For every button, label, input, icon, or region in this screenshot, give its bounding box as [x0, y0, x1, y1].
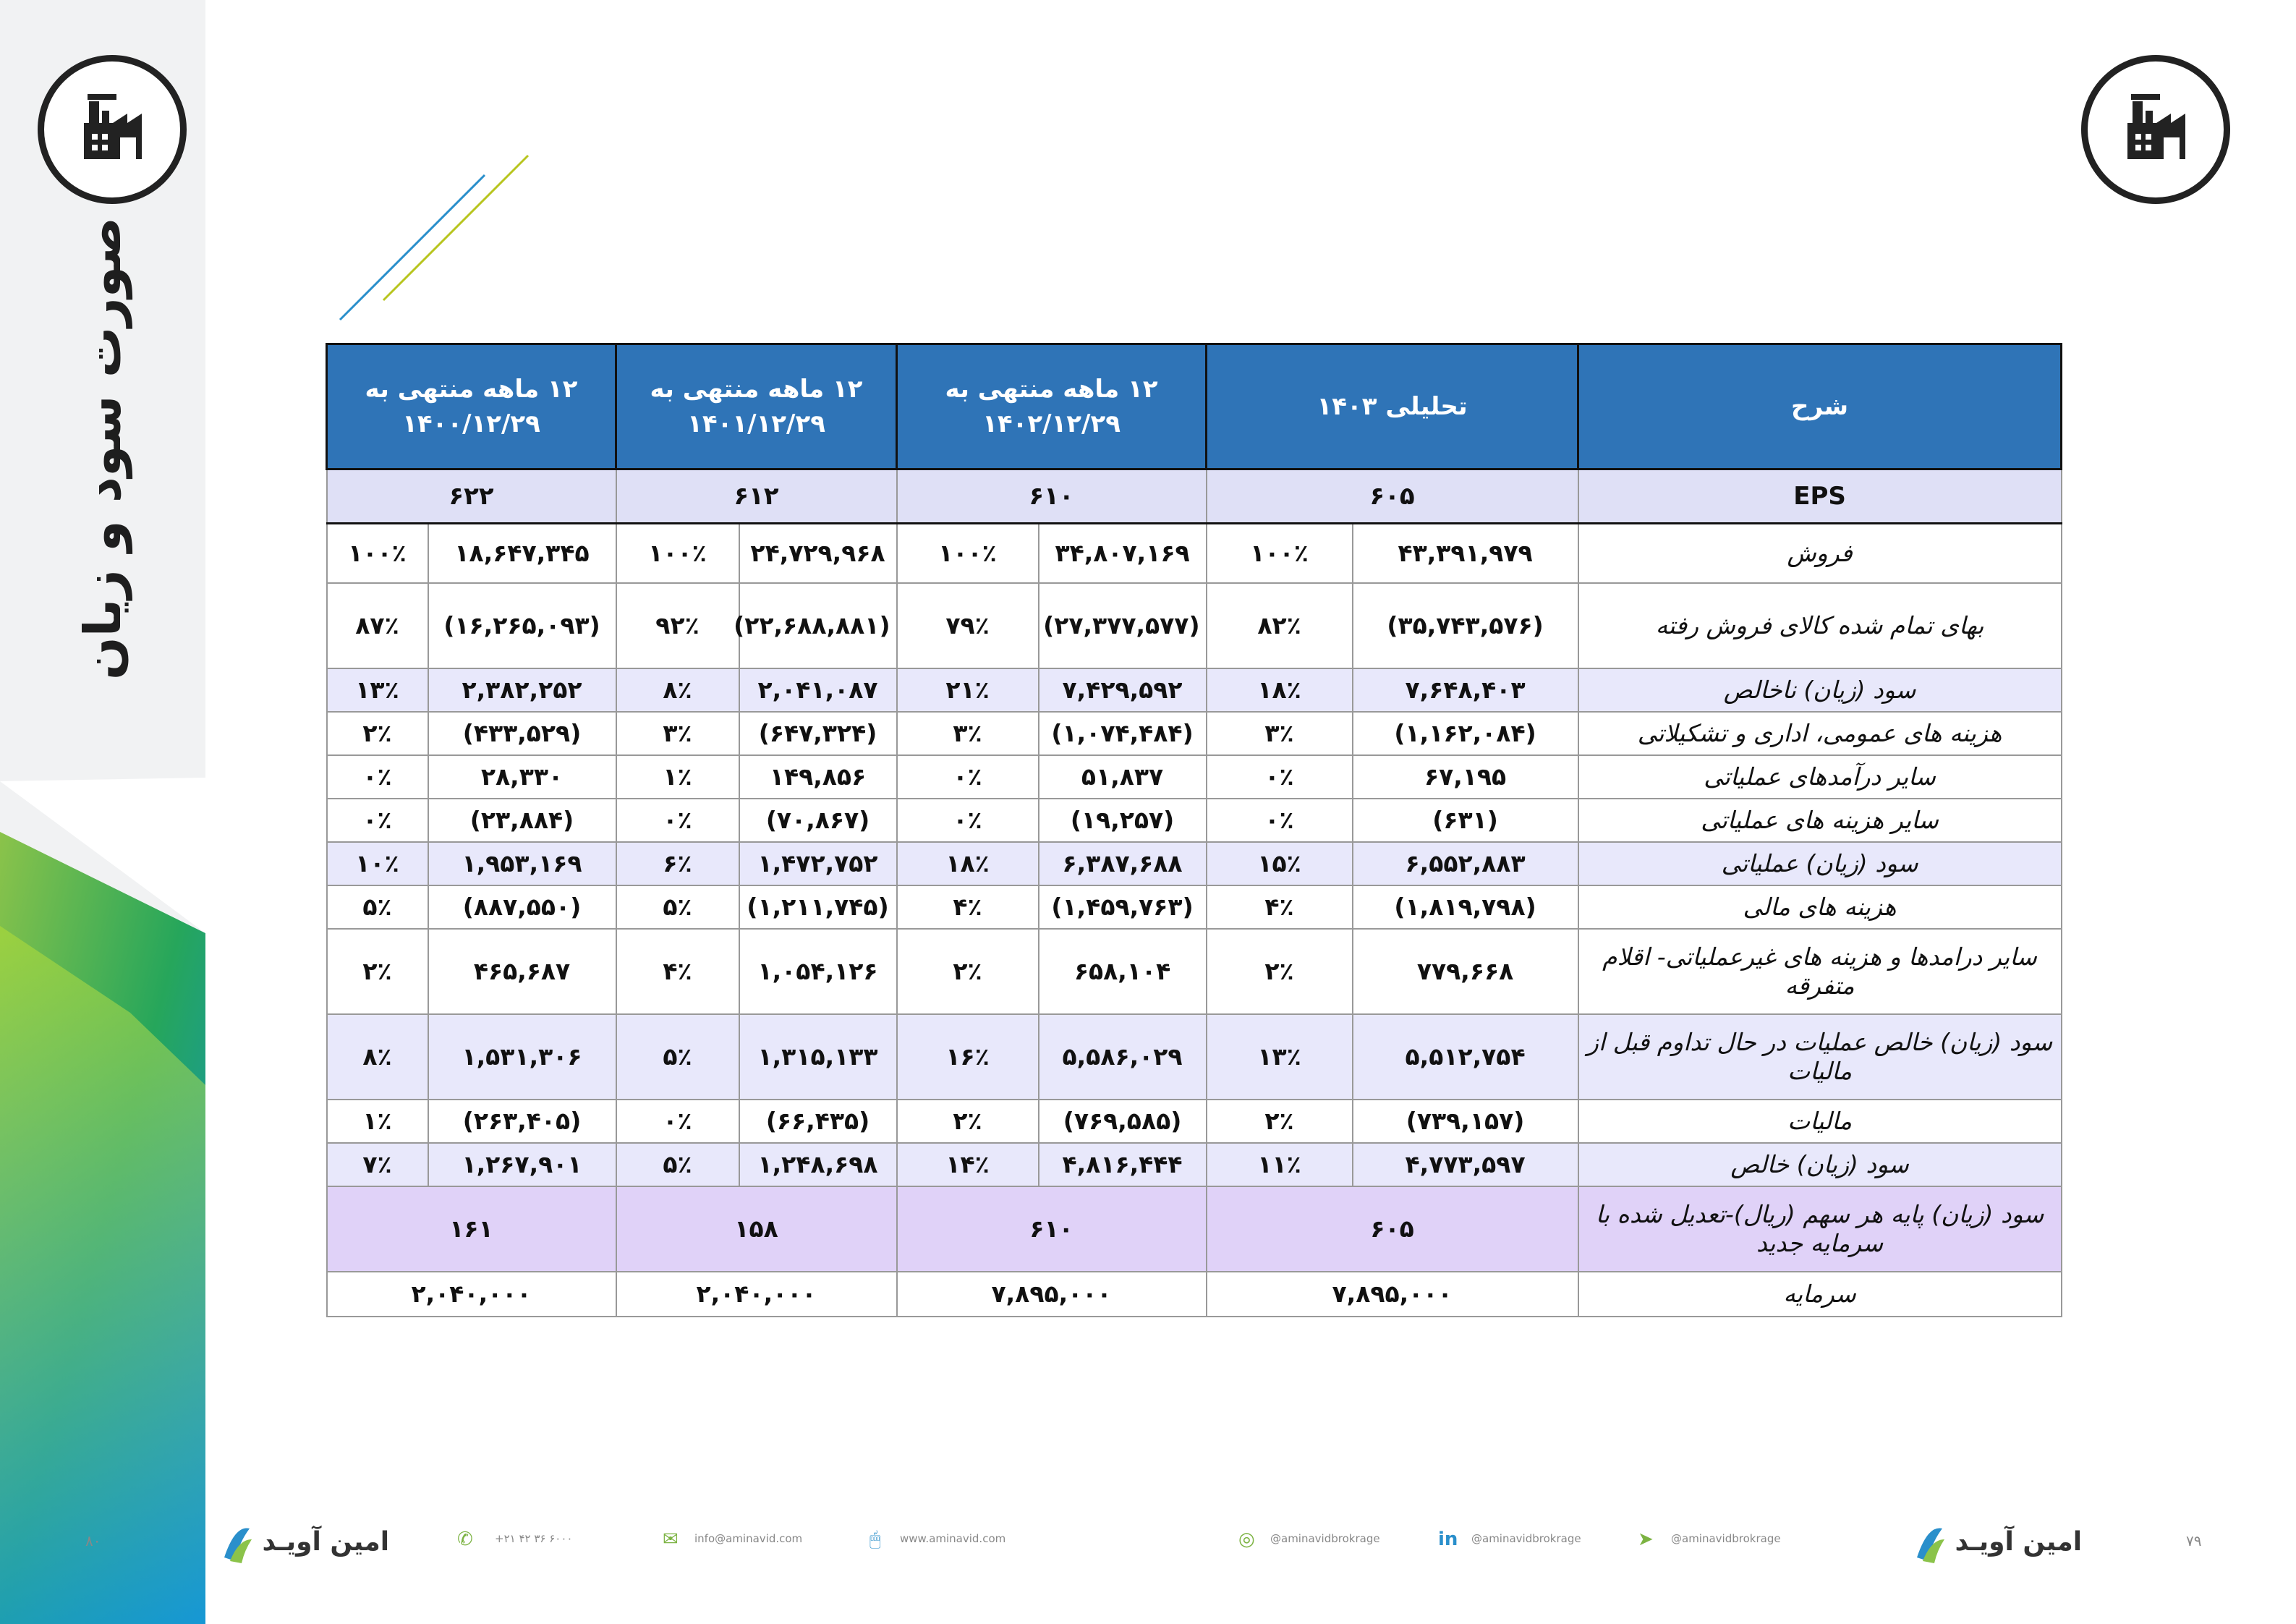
percent-cell: ۴٪ — [897, 885, 1039, 929]
table-row — [327, 1143, 2062, 1186]
footer-phone[interactable]: +۲۱ ۴۲ ۳۶ ۶۰۰۰ — [495, 1532, 573, 1545]
table-row — [327, 712, 2062, 755]
table-row — [327, 1100, 2062, 1143]
percent-cell: ۰٪ — [897, 799, 1039, 842]
value-cell: ۲۸,۳۳۰ — [428, 755, 616, 799]
percent-cell: ۸۲٪ — [1207, 583, 1353, 668]
row-label: سایر درآمدهای عملیاتی — [1578, 755, 2062, 799]
value-cell: ۷,۴۲۹,۵۹۲ — [1039, 668, 1207, 712]
table-row — [327, 583, 2062, 668]
percent-cell: ۸٪ — [616, 668, 739, 712]
negative-value-cell: (۱,۸۱۹,۷۹۸) — [1353, 885, 1578, 929]
factory-icon — [2088, 61, 2224, 197]
row-label: بهای تمام شده کالای فروش رفته — [1578, 583, 2062, 668]
negative-value-cell: (۱,۰۷۴,۴۸۴) — [1039, 712, 1207, 755]
value-cell: ۷۷۹,۶۶۸ — [1353, 929, 1578, 1014]
decorative-lines — [329, 152, 546, 333]
row-label: سایر درامدها و هزینه های غیرعملیاتی- اقلام متفرقه — [1578, 929, 2062, 1014]
eps-value: ۶۰۵ — [1207, 469, 1578, 524]
eps-value: ۶۱۰ — [897, 469, 1207, 524]
percent-cell: ۲۱٪ — [897, 668, 1039, 712]
eps-label: EPS — [1578, 469, 2062, 524]
capital-label: سرمایه — [1578, 1272, 2062, 1317]
percent-cell: ۱٪ — [327, 1100, 428, 1143]
percent-cell: ۱۶٪ — [897, 1014, 1039, 1100]
percent-cell: ۰٪ — [327, 755, 428, 799]
negative-value-cell: (۳۵,۷۴۳,۵۷۶) — [1353, 583, 1578, 668]
percent-cell: ۷٪ — [327, 1143, 428, 1186]
percent-cell: ۱۰٪ — [327, 842, 428, 885]
percent-cell: ۰٪ — [616, 1100, 739, 1143]
percent-cell: ۱۸٪ — [897, 842, 1039, 885]
brand-name: امین آویـد — [1955, 1527, 2083, 1557]
phone-icon: ✆ — [457, 1529, 473, 1550]
factory-logo-right — [2081, 55, 2230, 204]
negative-value-cell: (۲۷,۳۷۷,۵۷۷) — [1039, 583, 1207, 668]
table-row — [327, 668, 2062, 712]
income-statement-table — [326, 343, 2062, 1317]
linkedin-icon: in — [1438, 1529, 1458, 1550]
value-cell: ۵۱,۸۳۷ — [1039, 755, 1207, 799]
mouse-icon: 🖱 — [869, 1529, 881, 1550]
value-cell: ۱,۹۵۳,۱۶۹ — [428, 842, 616, 885]
percent-cell: ۴٪ — [1207, 885, 1353, 929]
eps-adjusted-row — [327, 1186, 2062, 1272]
header-description: شرح — [1578, 344, 2062, 469]
percent-cell: ۲٪ — [1207, 1100, 1353, 1143]
brand-name: امین آویـد — [262, 1527, 390, 1557]
value-cell: ۴۳,۳۹۱,۹۷۹ — [1353, 524, 1578, 583]
eps-adjusted-value: ۱۶۱ — [327, 1186, 616, 1272]
percent-cell: ۱۰۰٪ — [616, 524, 739, 583]
percent-cell: ۵٪ — [616, 1143, 739, 1186]
value-cell: ۲,۳۸۲,۲۵۲ — [428, 668, 616, 712]
negative-value-cell: (۷۶۹,۵۸۵) — [1039, 1100, 1207, 1143]
value-cell: ۲,۰۴۱,۰۸۷ — [739, 668, 897, 712]
percent-cell: ۲٪ — [897, 929, 1039, 1014]
table-row — [327, 929, 2062, 1014]
table-row — [327, 1014, 2062, 1100]
percent-cell: ۲٪ — [327, 712, 428, 755]
percent-cell: ۳٪ — [616, 712, 739, 755]
percent-cell: ۵٪ — [616, 885, 739, 929]
percent-cell: ۱۳٪ — [327, 668, 428, 712]
row-label: سایر هزینه های عملیاتی — [1578, 799, 2062, 842]
negative-value-cell: (۱,۲۱۱,۷۴۵) — [739, 885, 897, 929]
negative-value-cell: (۱,۱۶۲,۰۸۴) — [1353, 712, 1578, 755]
table-row — [327, 885, 2062, 929]
factory-logo-left — [38, 55, 187, 204]
percent-cell: ۱۳٪ — [1207, 1014, 1353, 1100]
value-cell: ۵,۵۱۲,۷۵۴ — [1353, 1014, 1578, 1100]
value-cell: ۶۷,۱۹۵ — [1353, 755, 1578, 799]
negative-value-cell: (۶۶,۴۳۵) — [739, 1100, 897, 1143]
percent-cell: ۱۰۰٪ — [1207, 524, 1353, 583]
row-label: هزینه های مالی — [1578, 885, 2062, 929]
negative-value-cell: (۱۶,۲۶۵,۰۹۳) — [428, 583, 616, 668]
percent-cell: ۶٪ — [616, 842, 739, 885]
brand-logo-left — [217, 1521, 389, 1565]
negative-value-cell: (۶۳۱) — [1353, 799, 1578, 842]
header-1402: ۱۲ ماهه منتهی به ۱۴۰۲/۱۲/۲۹ — [897, 344, 1207, 469]
percent-cell: ۵٪ — [616, 1014, 739, 1100]
value-cell: ۴۶۵,۶۸۷ — [428, 929, 616, 1014]
percent-cell: ۰٪ — [1207, 755, 1353, 799]
value-cell: ۱,۴۷۲,۷۵۲ — [739, 842, 897, 885]
value-cell: ۷,۶۴۸,۴۰۳ — [1353, 668, 1578, 712]
capital-row — [327, 1272, 2062, 1317]
negative-value-cell: (۷۰,۸۶۷) — [739, 799, 897, 842]
negative-value-cell: (۱,۴۵۹,۷۶۳) — [1039, 885, 1207, 929]
capital-value: ۲,۰۴۰,۰۰۰ — [327, 1272, 616, 1317]
percent-cell: ۱۰۰٪ — [327, 524, 428, 583]
telegram-icon: ➤ — [1638, 1529, 1654, 1550]
eps-value: ۶۱۲ — [616, 469, 897, 524]
capital-value: ۷,۸۹۵,۰۰۰ — [1207, 1272, 1578, 1317]
percent-cell: ۲٪ — [1207, 929, 1353, 1014]
eps-adjusted-value: ۶۱۰ — [897, 1186, 1207, 1272]
value-cell: ۱,۲۴۸,۶۹۸ — [739, 1143, 897, 1186]
value-cell: ۱,۰۵۴,۱۲۶ — [739, 929, 897, 1014]
percent-cell: ۸٪ — [327, 1014, 428, 1100]
percent-cell: ۰٪ — [616, 799, 739, 842]
percent-cell: ۲٪ — [897, 1100, 1039, 1143]
email-icon: ✉ — [663, 1529, 679, 1550]
page-number-right: ۷۹ — [2186, 1532, 2202, 1549]
capital-value: ۷,۸۹۵,۰۰۰ — [897, 1272, 1207, 1317]
negative-value-cell: (۱۹,۲۵۷) — [1039, 799, 1207, 842]
negative-value-cell: (۲۲,۶۸۸,۸۸۱) — [739, 583, 897, 668]
footer-telegram[interactable]: @aminavidbrokrage — [1671, 1532, 1781, 1545]
negative-value-cell: (۷۳۹,۱۵۷) — [1353, 1100, 1578, 1143]
table-row — [327, 799, 2062, 842]
percent-cell: ۹۲٪ — [616, 583, 739, 668]
percent-cell: ۰٪ — [1207, 799, 1353, 842]
instagram-icon: ◎ — [1238, 1529, 1255, 1550]
percent-cell: ۱۴٪ — [897, 1143, 1039, 1186]
value-cell: ۶,۵۵۲,۸۸۳ — [1353, 842, 1578, 885]
capital-value: ۲,۰۴۰,۰۰۰ — [616, 1272, 897, 1317]
negative-value-cell: (۲۳,۸۸۴) — [428, 799, 616, 842]
table-row — [327, 755, 2062, 799]
value-cell: ۴,۷۷۳,۵۹۷ — [1353, 1143, 1578, 1186]
percent-cell: ۱۰۰٪ — [897, 524, 1039, 583]
percent-cell: ۳٪ — [1207, 712, 1353, 755]
negative-value-cell: (۸۸۷,۵۵۰) — [428, 885, 616, 929]
header-1401: ۱۲ ماهه منتهی به ۱۴۰۱/۱۲/۲۹ — [616, 344, 897, 469]
row-label: مالیات — [1578, 1100, 2062, 1143]
percent-cell: ۱۸٪ — [1207, 668, 1353, 712]
eps-adjusted-label: سود (زیان) پایه هر سهم (ریال)-تعدیل شده با سرمایه جدید — [1578, 1186, 2062, 1272]
header-forecast-1403: تحلیلی ۱۴۰۳ — [1207, 344, 1578, 469]
percent-cell: ۳٪ — [897, 712, 1039, 755]
page-number-left: ۸۰ — [85, 1532, 101, 1549]
percent-cell: ۸۷٪ — [327, 583, 428, 668]
row-label: سود (زیان) ناخالص — [1578, 668, 2062, 712]
percent-cell: ۱۱٪ — [1207, 1143, 1353, 1186]
footer-email[interactable]: info@aminavid.com — [694, 1532, 803, 1545]
value-cell: ۱۸,۶۴۷,۳۴۵ — [428, 524, 616, 583]
row-label: سود (زیان) خالص — [1578, 1143, 2062, 1186]
brand-mark-icon — [217, 1521, 253, 1565]
row-label: هزینه های عمومی، اداری و تشکیلاتی — [1578, 712, 2062, 755]
brand-mark-icon — [1910, 1521, 1946, 1565]
header-row — [327, 344, 2062, 469]
negative-value-cell: (۴۳۳,۵۲۹) — [428, 712, 616, 755]
factory-icon — [44, 61, 180, 197]
percent-cell: ۲٪ — [327, 929, 428, 1014]
value-cell: ۱۴۹,۸۵۶ — [739, 755, 897, 799]
percent-cell: ۷۹٪ — [897, 583, 1039, 668]
row-label: سود (زیان) خالص عملیات در حال تداوم قبل از مالیات — [1578, 1014, 2062, 1100]
value-cell: ۱,۳۱۵,۱۳۳ — [739, 1014, 897, 1100]
percent-cell: ۴٪ — [616, 929, 739, 1014]
eps-row — [327, 469, 2062, 524]
row-label: سود (زیان) عملیاتی — [1578, 842, 2062, 885]
footer-instagram[interactable]: @aminavidbrokrage — [1270, 1532, 1380, 1545]
table-row — [327, 524, 2062, 583]
negative-value-cell: (۶۴۷,۳۲۴) — [739, 712, 897, 755]
percent-cell: ۰٪ — [327, 799, 428, 842]
footer-website[interactable]: www.aminavid.com — [900, 1532, 1006, 1545]
header-1400: ۱۲ ماهه منتهی به ۱۴۰۰/۱۲/۲۹ — [327, 344, 616, 469]
footer-linkedin[interactable]: @aminavidbrokrage — [1471, 1532, 1581, 1545]
brand-logo-right — [1910, 1521, 2082, 1565]
row-label: فروش — [1578, 524, 2062, 583]
value-cell: ۱,۵۳۱,۳۰۶ — [428, 1014, 616, 1100]
value-cell: ۲۴,۷۲۹,۹۶۸ — [739, 524, 897, 583]
eps-adjusted-value: ۶۰۵ — [1207, 1186, 1578, 1272]
percent-cell: ۰٪ — [897, 755, 1039, 799]
eps-adjusted-value: ۱۵۸ — [616, 1186, 897, 1272]
percent-cell: ۵٪ — [327, 885, 428, 929]
percent-cell: ۱٪ — [616, 755, 739, 799]
value-cell: ۶,۳۸۷,۶۸۸ — [1039, 842, 1207, 885]
value-cell: ۱,۲۶۷,۹۰۱ — [428, 1143, 616, 1186]
value-cell: ۵,۵۸۶,۰۲۹ — [1039, 1014, 1207, 1100]
eps-value: ۶۲۲ — [327, 469, 616, 524]
table-row — [327, 842, 2062, 885]
value-cell: ۳۴,۸۰۷,۱۶۹ — [1039, 524, 1207, 583]
negative-value-cell: (۲۶۳,۴۰۵) — [428, 1100, 616, 1143]
value-cell: ۶۵۸,۱۰۴ — [1039, 929, 1207, 1014]
value-cell: ۴,۸۱۶,۴۴۴ — [1039, 1143, 1207, 1186]
percent-cell: ۱۵٪ — [1207, 842, 1353, 885]
side-title: صورت سود و زیان — [73, 216, 132, 681]
